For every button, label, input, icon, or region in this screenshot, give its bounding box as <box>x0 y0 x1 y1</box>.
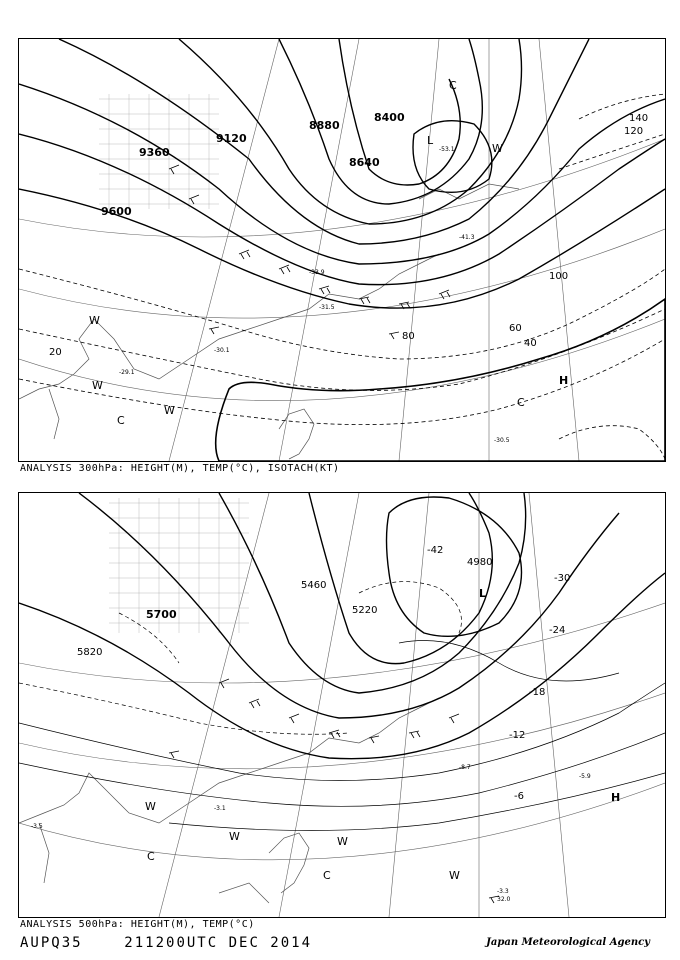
warm-marker: W <box>449 869 460 882</box>
warm-marker: W <box>92 379 103 392</box>
isotherm-label: -18 <box>529 687 546 698</box>
station-temp: -5.9 <box>579 773 591 780</box>
low-pressure-marker: L <box>479 587 487 600</box>
height-label: 5460 <box>301 580 327 591</box>
map-panel-300hpa <box>18 38 666 462</box>
station-temp: -3.1 <box>214 805 226 812</box>
isotherm-lines <box>19 641 665 831</box>
cold-marker: C <box>449 79 457 92</box>
isotherm-label: -6 <box>514 791 524 802</box>
cold-marker: C <box>147 850 155 863</box>
wind-barbs <box>169 165 450 339</box>
isotach-label: 40 <box>524 338 537 349</box>
height-label: 8400 <box>374 111 405 124</box>
isotherm-label: -12 <box>509 730 526 741</box>
high-pressure-marker: H <box>559 374 569 387</box>
station-temp: -3.5 <box>31 823 43 830</box>
chart-identifier <box>20 935 312 951</box>
isotach-label: 60 <box>509 323 522 334</box>
warm-marker: W <box>145 800 156 813</box>
coastlines <box>19 698 439 903</box>
cold-marker: C <box>517 396 525 409</box>
chart-code: AUPQ35 <box>20 935 83 951</box>
caption-300hpa: ANALYSIS 300hPa: HEIGHT(M), TEMP(°C), ISOTACH(KT) <box>20 463 340 474</box>
isotach-20kt-region <box>216 299 665 461</box>
isotach-label: 100 <box>549 271 569 282</box>
height-label: 9600 <box>101 205 132 218</box>
height-label: 8640 <box>349 156 380 169</box>
isotherm-label: -30 <box>554 573 571 584</box>
height-label: 8880 <box>309 119 340 132</box>
graticule <box>19 493 665 917</box>
temp-label: -29.1 <box>119 369 135 376</box>
height-label: 9360 <box>139 146 170 159</box>
temp-label: -53.1 <box>439 146 455 153</box>
station-temp: -8.7 <box>459 764 471 771</box>
low-pressure-marker: L <box>427 134 434 147</box>
isotherm-label: -24 <box>549 625 566 636</box>
valid-time: 211200UTC DEC 2014 <box>124 935 313 951</box>
temp-label: -41.3 <box>459 234 475 241</box>
cold-marker: C <box>117 414 125 427</box>
height-label: 5700 <box>146 608 177 621</box>
isotach-lines <box>19 94 665 459</box>
height-label: 4980 <box>467 557 493 568</box>
map-panel-500hpa <box>18 492 666 918</box>
isotach-label: 20 <box>49 347 62 358</box>
temp-label: -33.9 <box>309 269 325 276</box>
station-temp: -3.3 <box>497 888 509 895</box>
isotach-label: 80 <box>402 331 415 342</box>
map-300hpa <box>19 39 665 461</box>
station-dewpoint: 32.0 <box>497 896 511 903</box>
high-pressure-marker: H <box>611 791 621 804</box>
map-500hpa <box>19 493 665 917</box>
warm-marker: W <box>492 142 503 155</box>
warm-marker: W <box>229 830 240 843</box>
temp-label: -30.1 <box>214 347 230 354</box>
height-contours <box>19 39 665 308</box>
isotach-label: 120 <box>624 126 644 137</box>
temp-label: -31.5 <box>319 304 335 311</box>
isotach-label: 140 <box>629 113 649 124</box>
hatch-area <box>109 498 249 633</box>
cold-marker: C <box>323 869 331 882</box>
warm-marker: W <box>89 314 100 327</box>
agency-name: Japan Meteorological Agency <box>486 937 650 948</box>
warm-marker: W <box>337 835 348 848</box>
temp-label: -30.5 <box>494 437 510 444</box>
height-label: 5820 <box>77 647 103 658</box>
height-label: 9120 <box>216 132 247 145</box>
caption-500hpa: ANALYSIS 500hPa: HEIGHT(M), TEMP(°C) <box>20 919 255 930</box>
warm-marker: W <box>164 404 175 417</box>
height-label: 5220 <box>352 605 378 616</box>
isotherm-label: -42 <box>427 545 444 556</box>
